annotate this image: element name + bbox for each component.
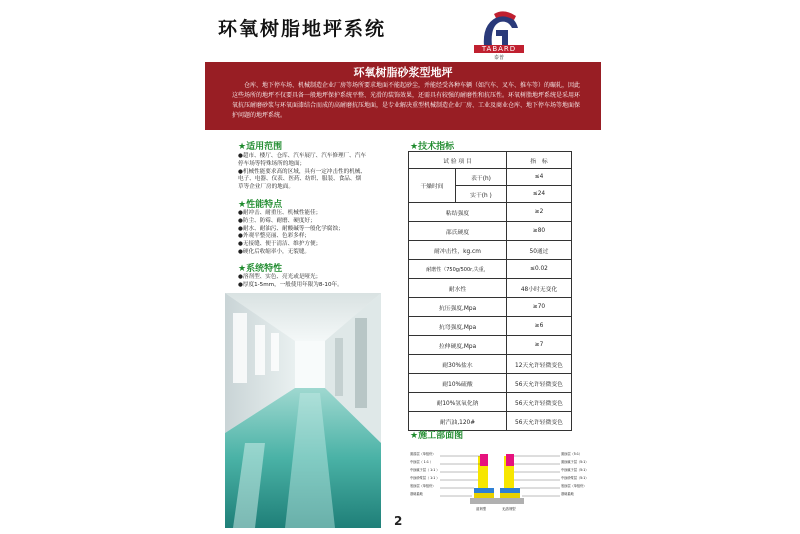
layer-label: 基础素地	[410, 492, 423, 496]
table-row	[409, 279, 572, 298]
table-cell: 耐汽油,120#	[409, 412, 507, 431]
table-cell: 抗弯强度,Mpa	[409, 317, 507, 336]
table-cell: 实干(h )	[456, 186, 507, 203]
table-cell: 耐水性	[409, 279, 507, 298]
table-row	[409, 298, 572, 317]
list-item: ●耐水、耐油污、耐酸碱等一般化学腐蚀；	[238, 225, 344, 232]
table-row	[409, 241, 572, 260]
table-cell: 耐10%硫酸	[409, 374, 507, 393]
table-cell: ≤24	[507, 186, 572, 203]
applications-heading: ★适用范围	[238, 142, 283, 152]
table-cell: 50通过	[507, 241, 572, 260]
table-cell: ≥7	[507, 336, 572, 355]
table-cell: 56天允许轻微变色	[507, 374, 572, 393]
table-cell: 56天允许轻微变色	[507, 412, 572, 431]
banner-text: 仓库、地下停车场、机械制造企业厂房等场所要求地面不能起砂尘，并能经受各种车辆（如汽车、叉车、推车等）的碾轧，因此这些场所的地坪不仅要具备一般地坪保护系统平整、光滑的装饰效果，还需具有较强的耐磨性和抗压性。环氧树脂地坪系统是采用环氧抗压耐磨砂浆与环氧面漆结合而成的高耐磨抗压地面，是专业解决重型机械制造企业厂房、工业及商业仓库、地下停车场等地面保护问题的地坪系统。	[232, 82, 581, 119]
list-item: ●硬化后收缩率小，无裂缝。	[238, 248, 311, 255]
system-list	[238, 274, 398, 290]
layer-label: 底涂层（单组份）	[410, 484, 436, 488]
table-cell: ≤4	[507, 169, 572, 186]
layer-label: 中涂腻子层（ 1:1 ）	[410, 468, 440, 472]
layer-label: 面涂腻子层（5:1）	[561, 460, 589, 464]
column-header-value: 指 标	[507, 152, 572, 169]
list-item: ●防尘、防霉、耐磨、硬度好；	[238, 217, 316, 224]
features-heading: ★性能特点	[238, 200, 283, 210]
table-row	[409, 317, 572, 336]
table-row	[409, 169, 572, 186]
applications-list	[238, 153, 398, 192]
floor-photo	[225, 293, 381, 528]
table-row	[409, 374, 572, 393]
features-list	[238, 210, 398, 257]
table-cell: 耐30%盐水	[409, 355, 507, 374]
star-icon: ★	[238, 264, 247, 274]
table-row	[409, 260, 572, 279]
star-icon: ★	[410, 431, 419, 441]
layer-label: 基础素地	[561, 492, 574, 496]
table-row	[409, 355, 572, 374]
tech-heading: ★技术指标	[410, 142, 455, 152]
list-item: ●无接缝、便于清洁、维护方便；	[238, 241, 322, 248]
layer-label: 中涂层（ 1:1 ）	[410, 460, 434, 464]
layer-label: 面涂层（5:1）	[561, 452, 583, 456]
layer-label: 中涂砂浆层（ 1:1 ）	[410, 476, 440, 480]
list-item: ●机械性能要求高的区域，具有一定冲击性的机械、	[238, 168, 366, 175]
table-row	[409, 393, 572, 412]
banner-title: 环氧树脂砂浆型地坪	[353, 66, 453, 79]
page-number: 2	[394, 514, 403, 528]
logo-text: TABARD	[474, 45, 524, 53]
star-icon: ★	[238, 142, 247, 152]
layer-label: 中涂腻子层（5:1）	[561, 468, 589, 472]
table-cell: 48小时无变化	[507, 279, 572, 298]
table-cell: 耐磨性（750g/500r,失重，	[409, 260, 507, 279]
table-cell: 邵氏硬度	[409, 222, 507, 241]
table-cell: 表干(h)	[456, 169, 507, 186]
layer-label: 面漆层（单组份）	[410, 452, 436, 456]
table-header-row	[409, 152, 572, 169]
page-title: 环氧树脂地坪系统	[218, 18, 387, 40]
list-item: ●溶剂型、实色、亮光或是哑光；	[238, 274, 322, 280]
table-cell: ≥2	[507, 203, 572, 222]
table-cell: 粘结强度	[409, 203, 507, 222]
list-item: 草等企业厂房的地面。	[238, 184, 294, 191]
table-row	[409, 222, 572, 241]
layer-label: 底涂层（单组份）	[561, 484, 587, 488]
table-cell: 拉伸硬度,Mpa	[409, 336, 507, 355]
list-item: ●耐冲击、耐重压、机械性能佳；	[238, 210, 322, 216]
table-cell: 耐冲击性，kg.cm	[409, 241, 507, 260]
list-item: 电子、电器、仪表、医药、纺织、服装、食品、烟	[238, 176, 362, 183]
list-item: ●厚度1-5mm，一般使用年限为8-10年。	[238, 281, 343, 288]
star-icon: ★	[238, 200, 247, 210]
star-icon: ★	[410, 142, 419, 152]
table-cell: 抗压强度,Mpa	[409, 298, 507, 317]
table-cell: ≥70	[507, 298, 572, 317]
logo-subtext: 泰普	[493, 55, 504, 61]
column-header-item: 试 验 项 目	[409, 152, 507, 169]
system-heading: ★系统特性	[238, 264, 283, 274]
list-item: 停车场等特殊场所的地面；	[238, 160, 306, 167]
list-item: ●超市、楼厅、仓库、汽车展厅、汽车修理厂、汽车	[238, 153, 366, 159]
layer-label: 中涂砂浆层（5:1）	[561, 476, 589, 480]
table-cell: 耐10%氢氧化钠	[409, 393, 507, 412]
list-item: ●外观平整亮丽、色彩多样；	[238, 233, 311, 240]
table-cell: ≥6	[507, 317, 572, 336]
drying-time-label: 干燥时间	[409, 169, 456, 203]
table-row	[409, 203, 572, 222]
table-cell: ≤0.02	[507, 260, 572, 279]
left-caption: 溶剂型	[476, 507, 487, 511]
section-drawing-heading: ★施工部面图	[410, 431, 464, 441]
right-caption: 无溶剂型	[502, 507, 516, 511]
table-cell: ≥80	[507, 222, 572, 241]
section-drawing	[410, 444, 590, 512]
table-cell: 12天允许轻微变色	[507, 355, 572, 374]
table-row	[409, 336, 572, 355]
spec-table	[408, 151, 572, 431]
table-cell: 56天允许轻微变色	[507, 393, 572, 412]
